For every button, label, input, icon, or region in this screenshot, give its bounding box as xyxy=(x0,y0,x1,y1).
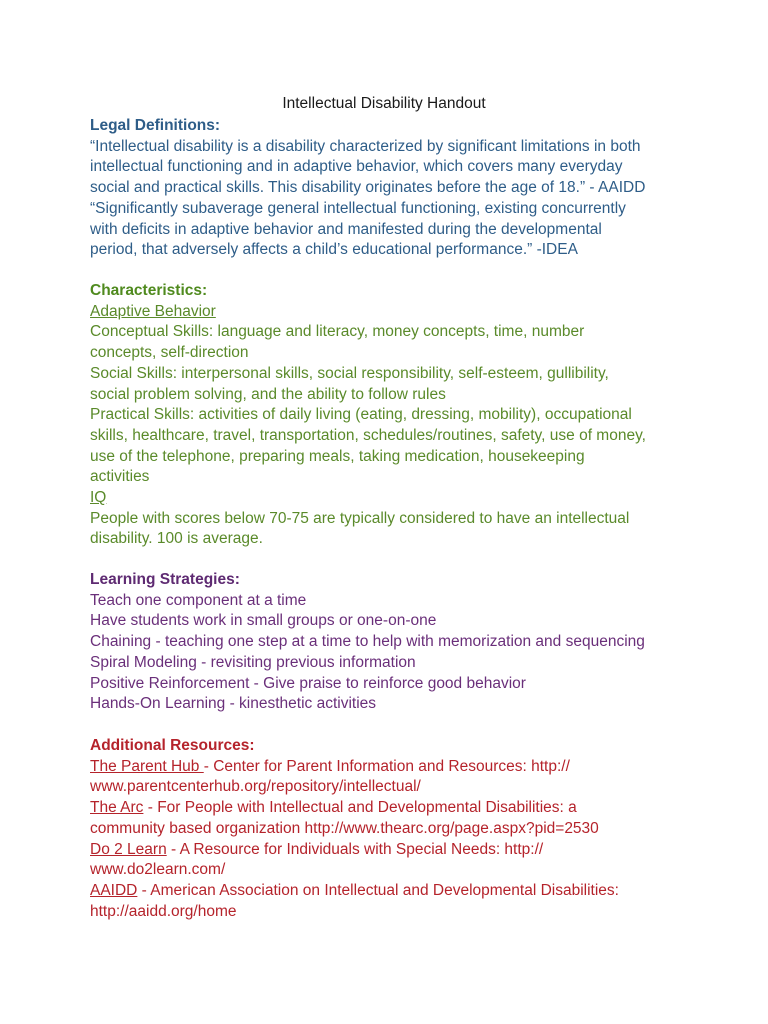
the-arc-link[interactable]: The Arc xyxy=(90,799,144,817)
strategy-item: Have students work in small groups or one-on-one xyxy=(90,612,437,630)
resource-url-line: www.do2learn.com/ xyxy=(90,861,226,879)
iq-subheading: IQ xyxy=(90,489,107,507)
strategy-item: Hands-On Learning - kinesthetic activities xyxy=(90,695,377,713)
characteristics-heading: Characteristics: xyxy=(90,282,208,299)
aaidd-link[interactable]: AAIDD xyxy=(90,881,138,899)
resource-line xyxy=(90,840,690,861)
additional-resources-heading: Additional Resources: xyxy=(90,737,255,754)
adaptive-line: Conceptual Skills: language and literacy, money concepts, time, number xyxy=(90,323,585,341)
legal-line: period, that adversely affects a child’s educational performance.” -IDEA xyxy=(90,241,578,259)
legal-line: intellectual functioning and in adaptive behavior, which covers many everyday xyxy=(90,158,623,176)
do-2-learn-link[interactable]: Do 2 Learn xyxy=(90,840,167,858)
legal-definitions-heading: Legal Definitions: xyxy=(90,117,221,134)
resource-line xyxy=(90,881,690,902)
resource-url-line: community based organization http://www.thearc.org/page.aspx?pid=2530 xyxy=(90,819,599,837)
strategy-item: Teach one component at a time xyxy=(90,591,307,609)
resource-description: - Center for Parent Information and Resources: http:// xyxy=(203,757,570,775)
resource-line xyxy=(90,757,690,778)
adaptive-line: activities xyxy=(90,468,150,486)
adaptive-line: Social Skills: interpersonal skills, social responsibility, self-esteem, gullibility, xyxy=(90,364,609,382)
adaptive-line: use of the telephone, preparing meals, taking medication, housekeeping xyxy=(90,447,585,465)
adaptive-line: concepts, self-direction xyxy=(90,344,249,362)
legal-line: social and practical skills. This disability originates before the age of 18.” - AAIDD xyxy=(90,179,646,197)
resource-url-line: www.parentcenterhub.org/repository/intellectual/ xyxy=(90,778,421,796)
resource-description: - American Association on Intellectual and Developmental Disabilities: xyxy=(137,881,619,899)
additional-resources-section xyxy=(90,736,690,922)
characteristics-section xyxy=(90,281,690,550)
page-title: Intellectual Disability Handout xyxy=(282,95,486,112)
legal-line: “Significantly subaverage general intellectual functioning, existing concurrently xyxy=(90,199,626,217)
learning-strategies-heading: Learning Strategies: xyxy=(90,571,240,588)
resource-description: - A Resource for Individuals with Special Needs: http:// xyxy=(166,840,544,858)
adaptive-line: Practical Skills: activities of daily living (eating, dressing, mobility), occupational xyxy=(90,406,632,424)
iq-line: People with scores below 70-75 are typically considered to have an intellectual xyxy=(90,509,630,527)
resource-line xyxy=(90,798,690,819)
parent-hub-link[interactable]: The Parent Hub xyxy=(90,757,204,775)
legal-line: “Intellectual disability is a disability characterized by significant limitations in both xyxy=(90,137,641,155)
resource-url-line: http://aaidd.org/home xyxy=(90,902,237,920)
strategy-item: Spiral Modeling - revisiting previous information xyxy=(90,653,416,671)
iq-line: disability. 100 is average. xyxy=(90,530,263,548)
strategy-item: Chaining - teaching one step at a time to help with memorization and sequencing xyxy=(90,633,645,651)
adaptive-line: skills, healthcare, travel, transportation, schedules/routines, safety, use of money, xyxy=(90,426,646,444)
resource-description: - For People with Intellectual and Developmental Disabilities: a xyxy=(143,799,577,817)
learning-strategies-section xyxy=(90,570,690,715)
adaptive-line: social problem solving, and the ability to follow rules xyxy=(90,385,446,403)
legal-line: with deficits in adaptive behavior and manifested during the developmental xyxy=(90,220,602,238)
strategy-item: Positive Reinforcement - Give praise to reinforce good behavior xyxy=(90,674,526,692)
legal-definitions-section xyxy=(90,116,690,261)
adaptive-behavior-subheading: Adaptive Behavior xyxy=(90,302,216,320)
